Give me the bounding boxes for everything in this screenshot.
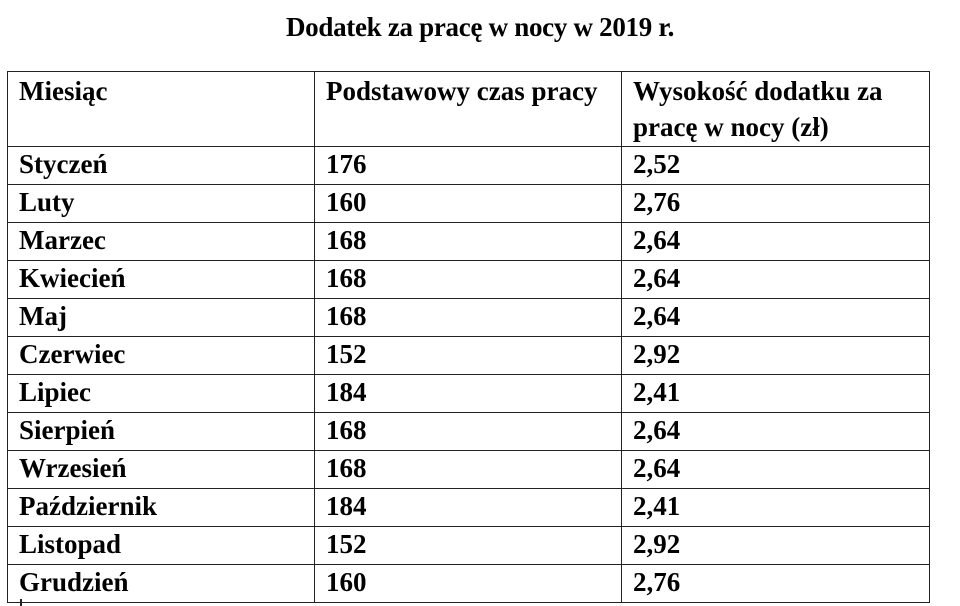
text-cursor-mark — [20, 599, 22, 606]
cell-hours: 168 — [315, 451, 622, 489]
cell-month: Maj — [8, 299, 315, 337]
cell-allowance: 2,64 — [622, 223, 930, 261]
cell-month: Marzec — [8, 223, 315, 261]
cell-hours: 160 — [315, 185, 622, 223]
cell-allowance: 2,76 — [622, 565, 930, 603]
cell-hours: 168 — [315, 413, 622, 451]
document-title: Dodatek za pracę w nocy w 2019 r. — [285, 12, 675, 42]
table-row — [8, 413, 930, 451]
table-row — [8, 185, 930, 223]
cell-month: Lipiec — [8, 375, 315, 413]
column-header-allowance: Wysokość dodatku za pracę w nocy (zł) — [622, 72, 930, 147]
table-row — [8, 223, 930, 261]
cell-allowance: 2,76 — [622, 185, 930, 223]
cell-hours: 184 — [315, 375, 622, 413]
table-header-row — [8, 72, 930, 147]
cell-hours: 168 — [315, 223, 622, 261]
table-row — [8, 147, 930, 185]
cell-allowance: 2,64 — [622, 261, 930, 299]
cell-month: Kwiecień — [8, 261, 315, 299]
table-row — [8, 299, 930, 337]
cell-allowance: 2,64 — [622, 413, 930, 451]
cell-month: Sierpień — [8, 413, 315, 451]
cell-hours: 160 — [315, 565, 622, 603]
column-header-base-hours: Podstawowy czas pracy — [315, 72, 622, 147]
cell-hours: 168 — [315, 261, 622, 299]
cell-month: Listopad — [8, 527, 315, 565]
cell-month: Styczeń — [8, 147, 315, 185]
cell-allowance: 2,92 — [622, 337, 930, 375]
column-header-month: Miesiąc — [8, 72, 315, 147]
table-row — [8, 565, 930, 603]
cell-allowance: 2,41 — [622, 489, 930, 527]
cell-allowance: 2,64 — [622, 299, 930, 337]
table-row — [8, 261, 930, 299]
cell-month: Październik — [8, 489, 315, 527]
table-row — [8, 489, 930, 527]
cell-hours: 152 — [315, 527, 622, 565]
cell-hours: 184 — [315, 489, 622, 527]
cell-allowance: 2,41 — [622, 375, 930, 413]
cell-month: Grudzień — [8, 565, 315, 603]
table-row — [8, 375, 930, 413]
cell-allowance: 2,92 — [622, 527, 930, 565]
night-work-allowance-table — [7, 71, 930, 603]
cell-allowance: 2,64 — [622, 451, 930, 489]
table-row — [8, 527, 930, 565]
cell-month: Czerwiec — [8, 337, 315, 375]
cell-hours: 176 — [315, 147, 622, 185]
cell-allowance: 2,52 — [622, 147, 930, 185]
table-row — [8, 337, 930, 375]
cell-hours: 168 — [315, 299, 622, 337]
cell-month: Wrzesień — [8, 451, 315, 489]
table-row — [8, 451, 930, 489]
cell-hours: 152 — [315, 337, 622, 375]
cell-month: Luty — [8, 185, 315, 223]
